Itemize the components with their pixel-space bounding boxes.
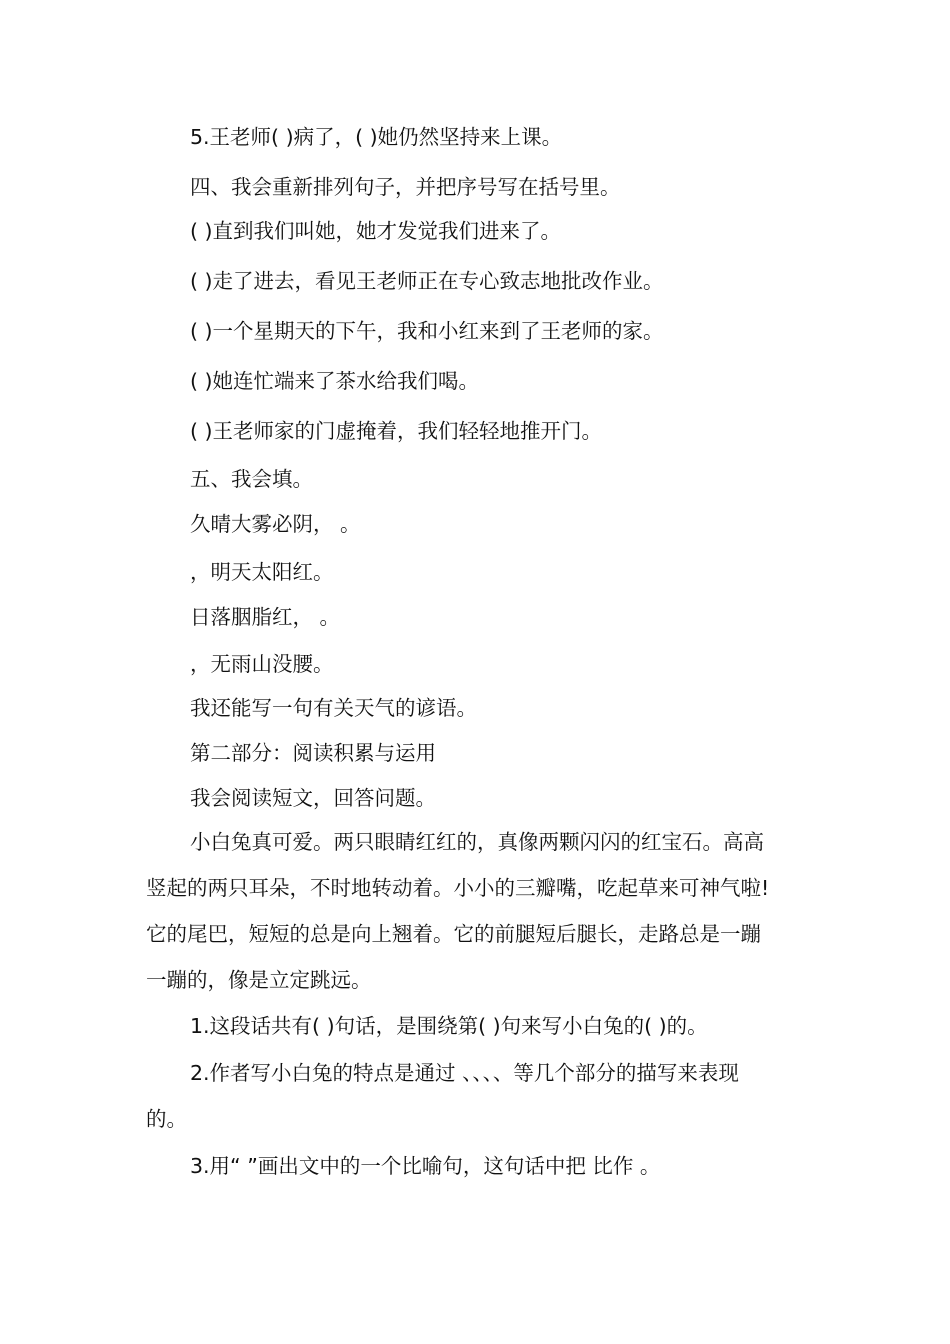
proverb-line: 日落胭脂红， 。 [190, 605, 341, 629]
question-3: 3.用“ ”画出文中的一个比喻句，这句话中把 比作 。 [190, 1154, 661, 1178]
proverb-line: ，无雨山没腰。 [190, 652, 334, 676]
section-heading-5: 五、我会填。 [190, 467, 313, 491]
passage-line: 竖起的两只耳朵，不时地转动着。小小的三瓣嘴，吃起草来可神气啦! [146, 876, 770, 900]
proverb-line: ，明天太阳红。 [190, 560, 334, 584]
fill-blank-item-5: 5.王老师( )病了，( )她仍然坚持来上课。 [190, 125, 563, 149]
passage-line: 小白兔真可爱。两只眼睛红红的，真像两颗闪闪的红宝石。高高 [190, 830, 764, 854]
passage-line: 它的尾巴，短短的总是向上翘着。它的前腿短后腿长，走路总是一蹦 [146, 922, 761, 946]
question-1: 1.这段话共有( )句话，是围绕第( )句来写小白兔的( )的。 [190, 1014, 708, 1038]
passage-line: 一蹦的，像是立定跳远。 [146, 968, 372, 992]
reorder-sentence: ( )王老师家的门虚掩着，我们轻轻地推开门。 [190, 419, 603, 443]
reading-instruction: 我会阅读短文，回答问题。 [190, 786, 436, 810]
reorder-sentence: ( )走了进去，看见王老师正在专心致志地批改作业。 [190, 269, 664, 293]
question-2: 2.作者写小白兔的特点是通过 、、、、等几个部分的描写来表现 [190, 1061, 739, 1085]
question-2-continued: 的。 [146, 1107, 187, 1131]
proverb-prompt: 我还能写一句有关天气的谚语。 [190, 696, 477, 720]
reorder-sentence: ( )直到我们叫她，她才发觉我们进来了。 [190, 219, 562, 243]
proverb-line: 久晴大雾必阴， 。 [190, 512, 361, 536]
reorder-sentence: ( )她连忙端来了茶水给我们喝。 [190, 369, 480, 393]
section-heading-4: 四、我会重新排列句子，并把序号写在括号里。 [190, 175, 621, 199]
part-two-heading: 第二部分：阅读积累与运用 [190, 741, 436, 765]
reorder-sentence: ( )一个星期天的下午，我和小红来到了王老师的家。 [190, 319, 664, 343]
